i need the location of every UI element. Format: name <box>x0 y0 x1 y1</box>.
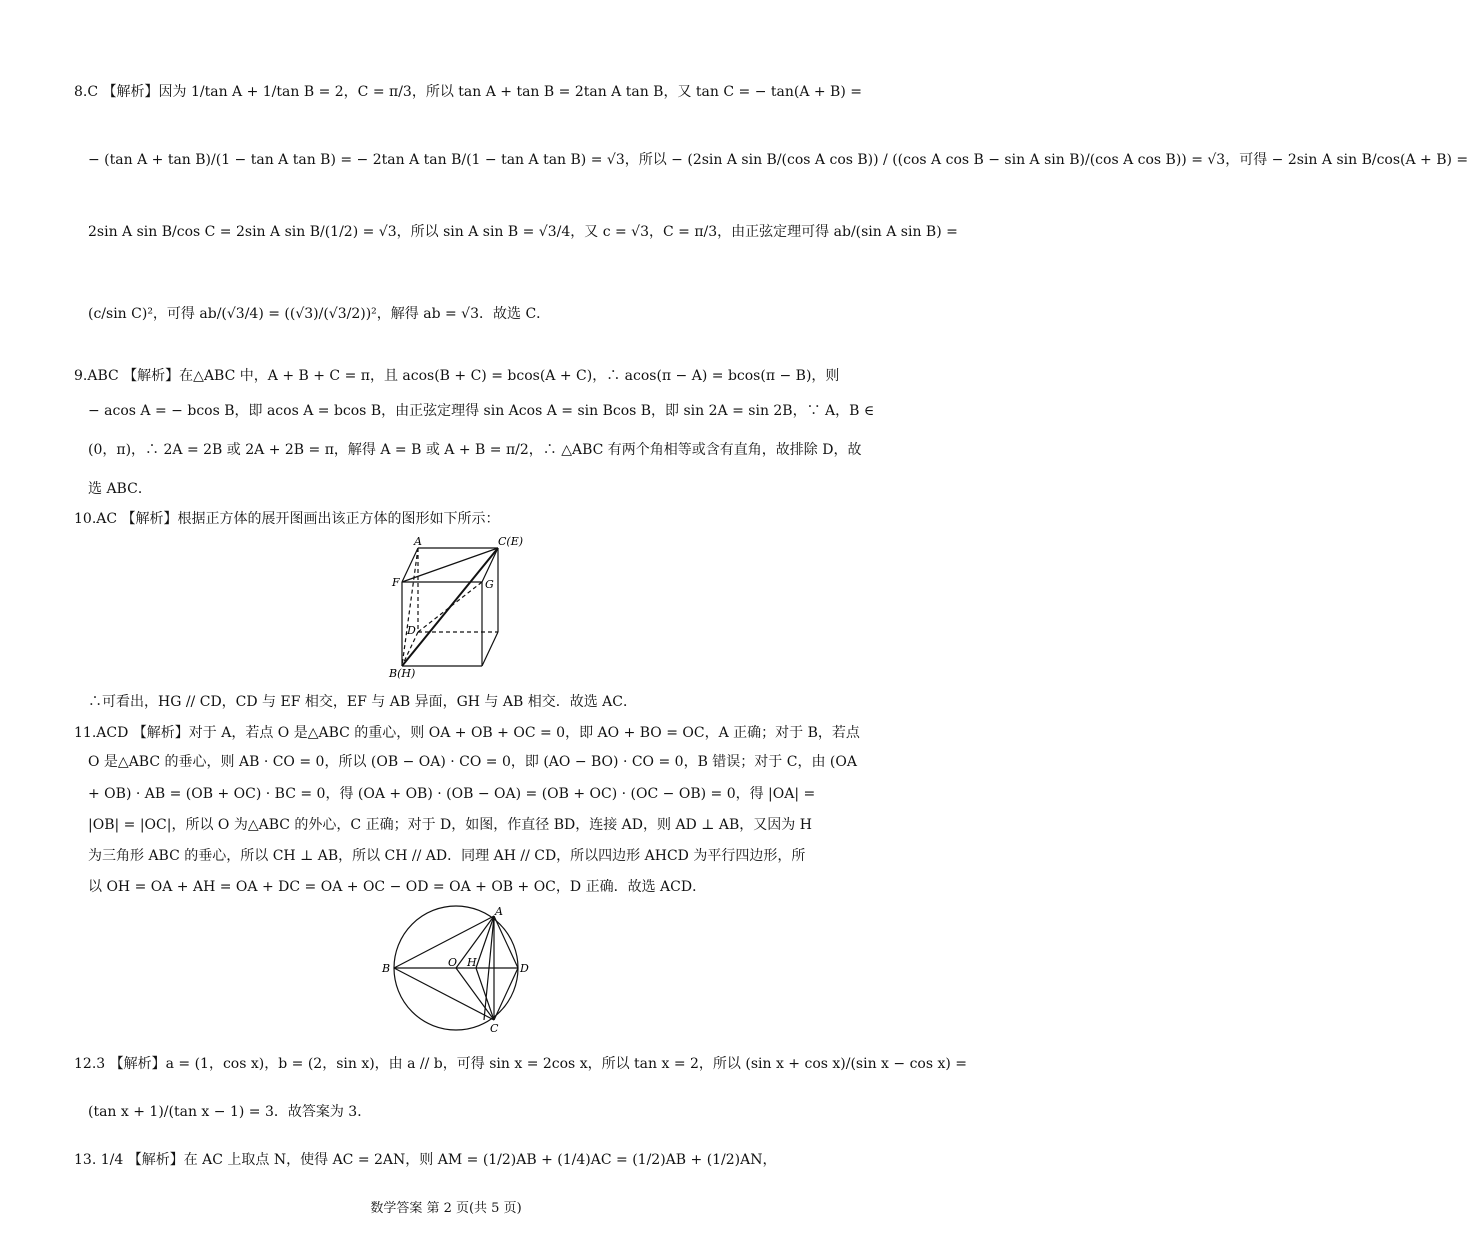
text-line: 选 ABC． <box>88 481 152 497</box>
cube-label-ce: C(E) <box>498 535 524 548</box>
text-line: − acos A = − bcos B，即 acos A = bcos B，由正弦定理得 sin Acos A = sin Bcos B，即 sin 2A = sin 2B，∵ A，B ∈ <box>88 403 875 419</box>
text-line: 8.C 【解析】因为 1/tan A + 1/tan B = 2，C = π/3，所以 tan A + tan B = 2tan A tan B，又 tan C = − tan(A + B) = <box>74 84 862 100</box>
text-line: 13. 1/4 【解析】在 AC 上取点 N，使得 AC = 2AN，则 AM = (1/2)AB + (1/4)AC = (1/2)AB + (1/2)AN， <box>74 1152 777 1168</box>
text-line: ∴可看出，HG // CD，CD 与 EF 相交，EF 与 AB 异面，GH 与 AB 相交．故选 AC． <box>88 694 637 710</box>
cube-label-d: D <box>407 624 416 637</box>
circle-label-h: H <box>467 956 477 969</box>
circle-label-a: A <box>495 905 503 918</box>
text-line: 12.3 【解析】a = (1，cos x)，b = (2，sin x)，由 a // b，可得 sin x = 2cos x，所以 tan x = 2，所以 (sin x + cos x)/(sin x − cos x) = <box>74 1056 968 1072</box>
circle-label-d: D <box>520 962 529 975</box>
text-line: (0，π)，∴ 2A = 2B 或 2A + 2B = π，解得 A = B 或 A + B = π/2，∴ △ABC 有两个角相等或含有直角，故排除 D，故 <box>88 442 862 458</box>
page-footer: 数学答案 第 2 页(共 5 页) <box>370 1201 522 1216</box>
text-line: 为三角形 ABC 的垂心，所以 CH ⊥ AB，所以 CH // AD．同理 AH // CD，所以四边形 AHCD 为平行四边形，所 <box>88 848 806 864</box>
text-line: 11.ACD 【解析】对于 A，若点 O 是△ABC 的重心，则 OA + OB + OC = 0，即 AO + BO = OC，A 正确；对于 B，若点 <box>74 725 860 741</box>
text-line: 2sin A sin B/cos C = 2sin A sin B/(1/2) = √3，所以 sin A sin B = √3/4，又 c = √3，C = π/3，由正弦定理可得 ab/(sin A sin B) = <box>88 224 958 240</box>
text-line: O 是△ABC 的垂心，则 AB · CO = 0，所以 (OB − OA) · CO = 0，即 (AO − BO) · CO = 0，B 错误；对于 C，由 (OA <box>88 754 857 770</box>
text-line: (tan x + 1)/(tan x − 1) = 3．故答案为 3． <box>88 1104 372 1120</box>
circle-label-b: B <box>382 962 391 975</box>
cube-label-f: F <box>392 576 400 589</box>
cube-label-a: A <box>414 535 422 548</box>
text-line: |OB| = |OC|，所以 O 为△ABC 的外心，C 正确；对于 D，如图，作直径 BD，连接 AD，则 AD ⊥ AB，又因为 H <box>88 817 812 833</box>
text-line: + OB) · AB = (OB + OC) · BC = 0，得 (OA + OB) · (OB − OA) = (OB + OC) · (OC − OB) = 0，得 |OA| = <box>88 786 816 802</box>
text-line: 9.ABC 【解析】在△ABC 中，A + B + C = π，且 acos(B + C) = bcos(A + C)，∴ acos(π − A) = bcos(π − B)，则 <box>74 368 840 384</box>
cube-diagram <box>385 532 535 682</box>
circle-label-o: O <box>448 956 458 969</box>
text-line: − (tan A + tan B)/(1 − tan A tan B) = − 2tan A tan B/(1 − tan A tan B) = √3，所以 − (2sin A sin B/(cos A cos B)) / ((cos A cos B − sin A sin B)/(cos A cos B)) = √3，可得 − 2sin A sin B/cos(A + B) = <box>88 152 1468 168</box>
text-line: 以 OH = OA + AH = OA + DC = OA + OC − OD = OA + OB + OC，D 正确．故选 ACD． <box>88 879 707 895</box>
text-line: (c/sin C)²，可得 ab/(√3/4) = ((√3)/(√3/2))²，解得 ab = √3．故选 C． <box>88 306 551 322</box>
circle-diagram <box>376 900 536 1035</box>
circle-label-c: C <box>490 1022 499 1035</box>
cube-label-bh: B(H) <box>389 667 416 680</box>
text-line: 10.AC 【解析】根据正方体的展开图画出该正方体的图形如下所示： <box>74 511 500 527</box>
cube-label-g: G <box>485 578 494 591</box>
